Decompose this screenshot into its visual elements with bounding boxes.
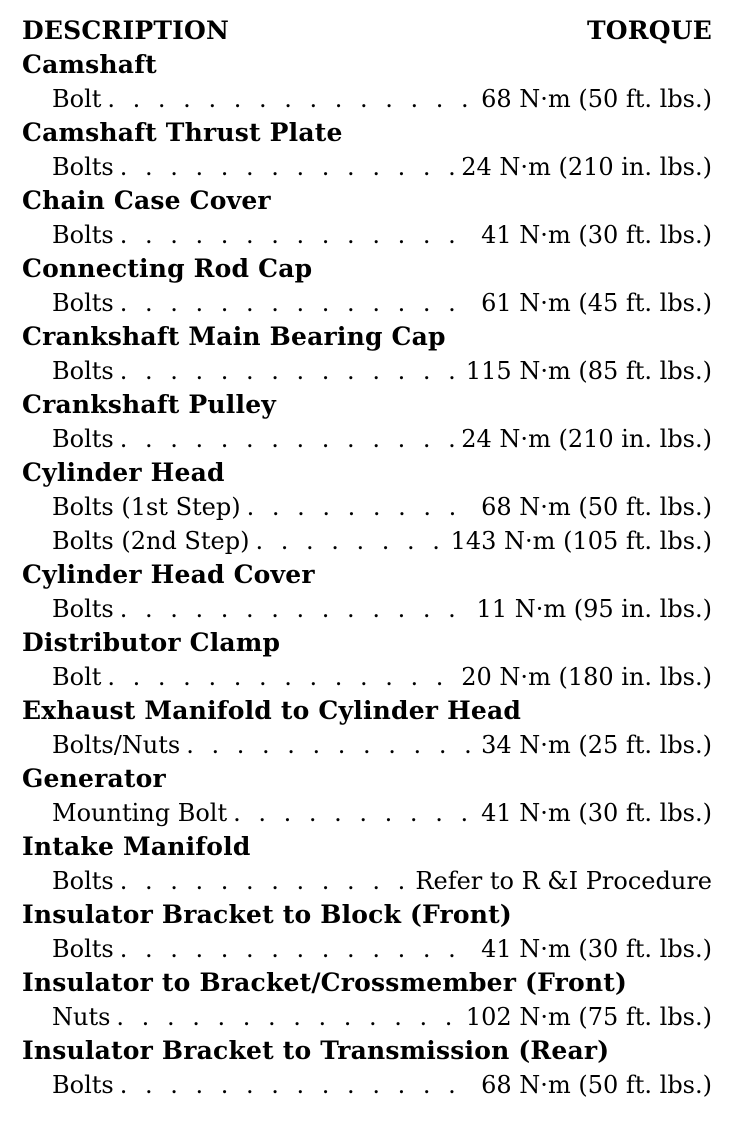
fastener-label: Bolts bbox=[52, 867, 114, 895]
spec-row bbox=[22, 592, 712, 626]
component-heading: Connecting Rod Cap bbox=[22, 254, 313, 283]
fastener-label: Bolts bbox=[52, 221, 114, 249]
torque-value: 41 N·m (30 ft. lbs.) bbox=[481, 221, 712, 249]
dot-leader bbox=[120, 422, 456, 456]
torque-value: 20 N·m (180 in. lbs.) bbox=[461, 663, 712, 691]
spec-row bbox=[22, 660, 712, 694]
dot-leader bbox=[186, 728, 475, 762]
spec-row bbox=[22, 1000, 712, 1034]
torque-value: 11 N·m (95 in. lbs.) bbox=[476, 595, 712, 623]
component-heading: Insulator Bracket to Transmission (Rear) bbox=[22, 1036, 610, 1065]
fastener-label: Nuts bbox=[52, 1003, 111, 1031]
dot-leader bbox=[107, 660, 455, 694]
component-heading: Camshaft bbox=[22, 50, 157, 79]
dot-leader bbox=[120, 218, 475, 252]
torque-value: 68 N·m (50 ft. lbs.) bbox=[481, 85, 712, 113]
dot-leader bbox=[120, 932, 475, 966]
spec-row bbox=[22, 932, 712, 966]
torque-column-header: TORQUE bbox=[587, 16, 712, 45]
fastener-label: Bolts bbox=[52, 1071, 114, 1099]
torque-spec-list bbox=[22, 48, 712, 1102]
fastener-label: Mounting Bolt bbox=[52, 799, 228, 827]
dot-leader bbox=[247, 490, 476, 524]
fastener-label: Bolt bbox=[52, 85, 102, 113]
dot-leader bbox=[120, 592, 471, 626]
spec-row bbox=[22, 524, 712, 558]
spec-row bbox=[22, 218, 712, 252]
fastener-label: Bolts/Nuts bbox=[52, 731, 181, 759]
fastener-label: Bolts bbox=[52, 595, 114, 623]
fastener-label: Bolts bbox=[52, 153, 114, 181]
dot-leader bbox=[120, 864, 410, 898]
fastener-label: Bolts bbox=[52, 357, 114, 385]
dot-leader bbox=[255, 524, 444, 558]
dot-leader bbox=[120, 286, 475, 320]
component-heading: Cylinder Head Cover bbox=[22, 560, 315, 589]
torque-value: 24 N·m (210 in. lbs.) bbox=[461, 153, 712, 181]
component-heading: Generator bbox=[22, 764, 166, 793]
torque-value: Refer to R &I Procedure bbox=[415, 867, 712, 895]
component-heading: Intake Manifold bbox=[22, 832, 251, 861]
torque-value: 24 N·m (210 in. lbs.) bbox=[461, 425, 712, 453]
dot-leader bbox=[233, 796, 475, 830]
description-column-header: DESCRIPTION bbox=[22, 16, 230, 45]
torque-value: 41 N·m (30 ft. lbs.) bbox=[481, 799, 712, 827]
fastener-label: Bolts (2nd Step) bbox=[52, 527, 250, 555]
component-heading: Crankshaft Main Bearing Cap bbox=[22, 322, 446, 351]
component-heading: Chain Case Cover bbox=[22, 186, 271, 215]
spec-row bbox=[22, 864, 712, 898]
fastener-label: Bolt bbox=[52, 663, 102, 691]
table-header bbox=[22, 14, 712, 48]
torque-value: 143 N·m (105 ft. lbs.) bbox=[450, 527, 712, 555]
spec-row bbox=[22, 286, 712, 320]
component-heading: Distributor Clamp bbox=[22, 628, 281, 657]
dot-leader bbox=[116, 1000, 459, 1034]
torque-value: 34 N·m (25 ft. lbs.) bbox=[481, 731, 712, 759]
component-heading: Insulator to Bracket/Crossmember (Front) bbox=[22, 968, 627, 997]
fastener-label: Bolts (1st Step) bbox=[52, 493, 241, 521]
spec-row bbox=[22, 728, 712, 762]
spec-row bbox=[22, 1068, 712, 1102]
torque-value: 102 N·m (75 ft. lbs.) bbox=[465, 1003, 712, 1031]
dot-leader bbox=[120, 1068, 475, 1102]
torque-value: 41 N·m (30 ft. lbs.) bbox=[481, 935, 712, 963]
fastener-label: Bolts bbox=[52, 935, 114, 963]
fastener-label: Bolts bbox=[52, 289, 114, 317]
component-heading: Camshaft Thrust Plate bbox=[22, 118, 343, 147]
torque-value: 115 N·m (85 ft. lbs.) bbox=[465, 357, 712, 385]
spec-row bbox=[22, 422, 712, 456]
spec-row bbox=[22, 796, 712, 830]
component-heading: Exhaust Manifold to Cylinder Head bbox=[22, 696, 522, 725]
torque-value: 68 N·m (50 ft. lbs.) bbox=[481, 1071, 712, 1099]
component-heading: Cylinder Head bbox=[22, 458, 225, 487]
torque-value: 61 N·m (45 ft. lbs.) bbox=[481, 289, 712, 317]
spec-row bbox=[22, 82, 712, 116]
spec-row bbox=[22, 490, 712, 524]
fastener-label: Bolts bbox=[52, 425, 114, 453]
dot-leader bbox=[120, 354, 460, 388]
dot-leader bbox=[120, 150, 456, 184]
spec-row bbox=[22, 150, 712, 184]
component-heading: Insulator Bracket to Block (Front) bbox=[22, 900, 512, 929]
dot-leader bbox=[107, 82, 475, 116]
spec-row bbox=[22, 354, 712, 388]
component-heading: Crankshaft Pulley bbox=[22, 390, 277, 419]
torque-value: 68 N·m (50 ft. lbs.) bbox=[481, 493, 712, 521]
